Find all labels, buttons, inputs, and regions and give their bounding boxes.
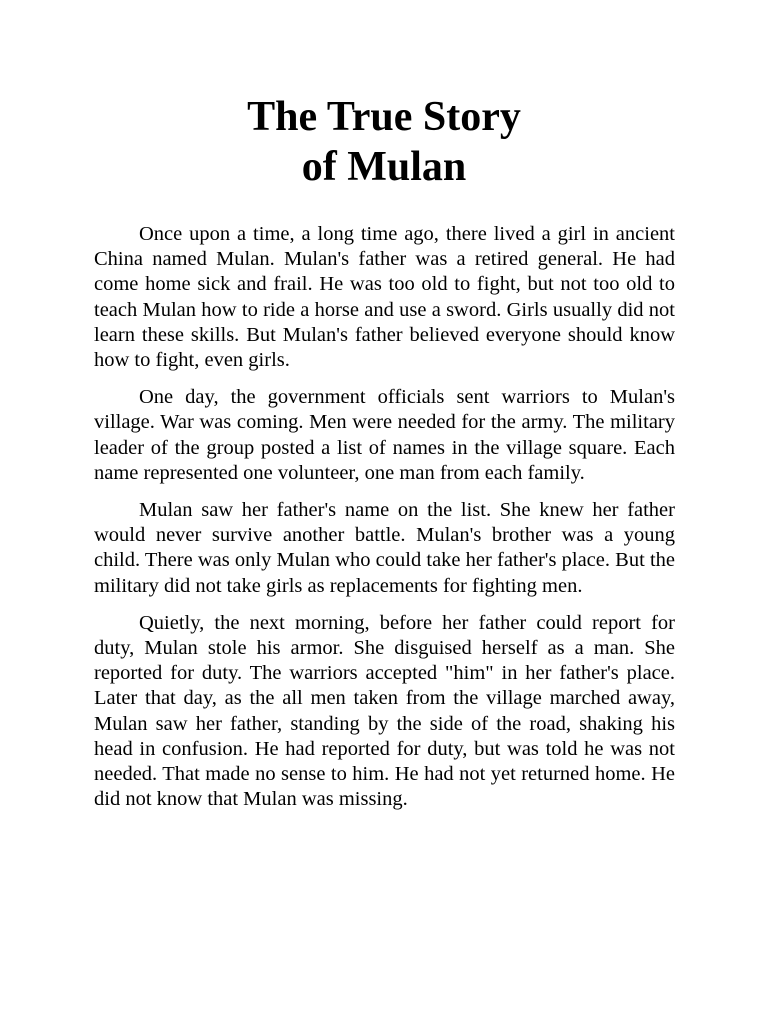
paragraph-3: Mulan saw her father's name on the list. She knew her father would never survive another battle. Mulan's brother was a young child. There was only Mulan who could take her father's place. But the military did not take girls as replacements for fighting men. bbox=[94, 499, 675, 597]
paragraph-4: Quietly, the next morning, before her father could report for duty, Mulan stole his armor. She disguised herself as a man. She reported for duty. The warriors accepted "him" in her father's place. Later that day, as the all men taken from the village marched away, Mulan saw her father, standing by the side of the road, shaking his head in confusion. He had reported for duty, but was told he was not needed. That made no sense to him. He had not yet returned home. He did not know that Mulan was missing. bbox=[94, 611, 675, 811]
paragraph-1: Once upon a time, a long time ago, there lived a girl in ancient China named Mulan. Mulan's father was a retired general. He had come home sick and frail. He was too old to fight, but not too old to teach Mulan how to ride a horse and use a sword. Girls usually did not learn these skills. But Mulan's father believed everyone should know how to fight, even girls. bbox=[94, 223, 675, 372]
title-line-1: The True Story bbox=[247, 94, 521, 140]
paragraph-2: One day, the government officials sent warriors to Mulan's village. War was coming. Men were needed for the army. The military leader of the group posted a list of names in the village square. Each name represented one volunteer, one man from each family. bbox=[94, 386, 675, 484]
title-line-2: of Mulan bbox=[301, 144, 467, 190]
story-body bbox=[94, 222, 675, 824]
document-title bbox=[0, 92, 768, 192]
